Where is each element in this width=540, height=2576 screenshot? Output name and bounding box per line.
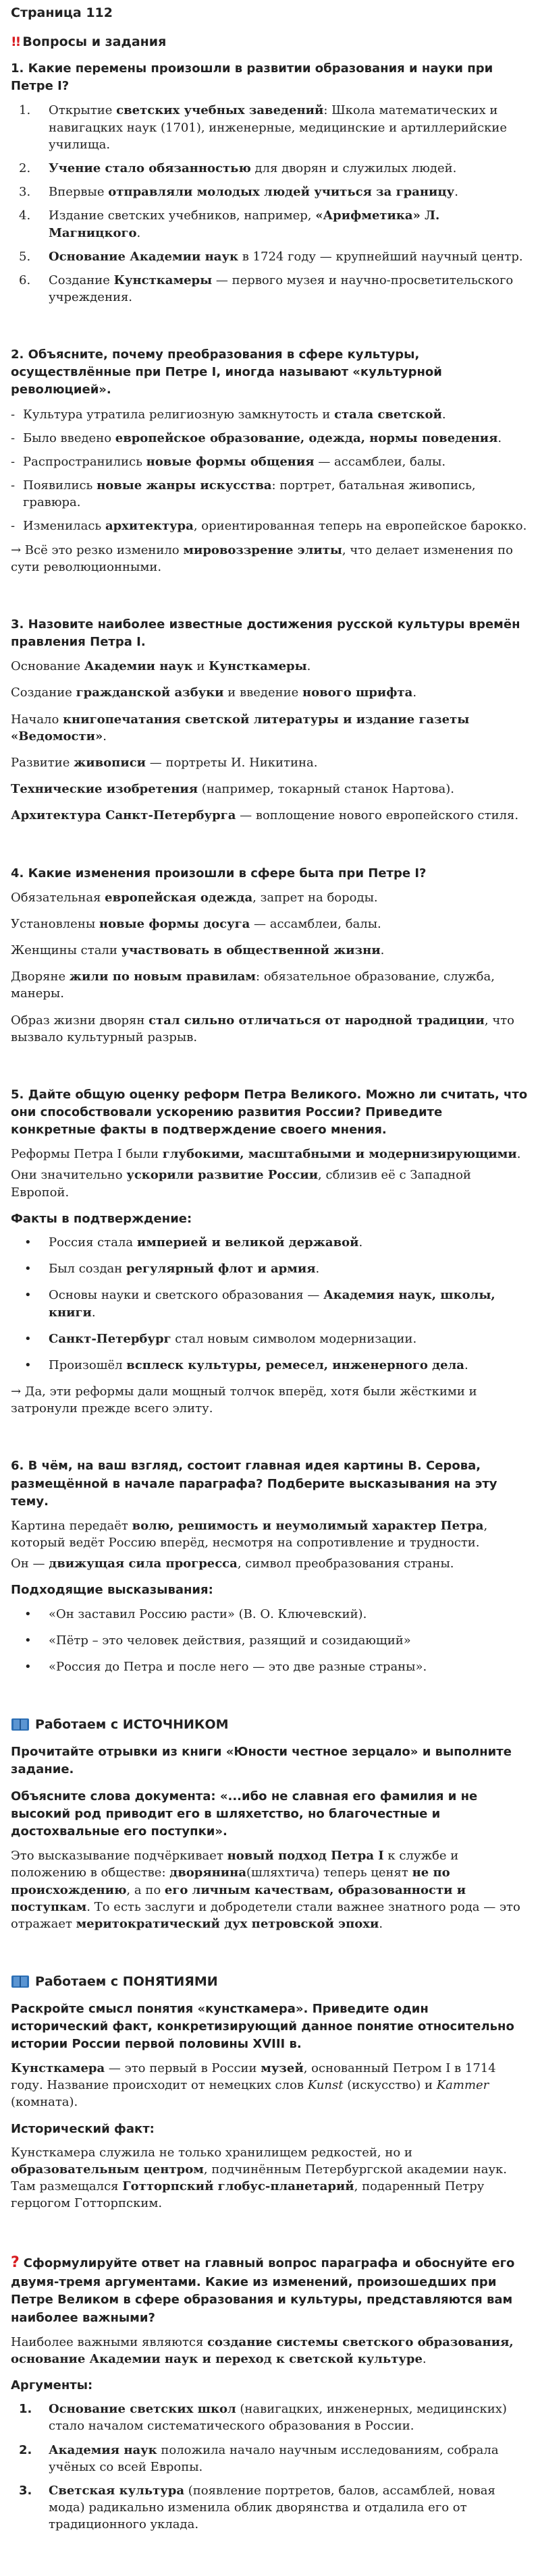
text-run: .: [379, 1916, 383, 1931]
text-run: .: [412, 685, 417, 700]
list-number: 2.: [19, 161, 31, 175]
list-text: [49, 2482, 529, 2533]
text-run: Реформы Петра I были: [11, 1147, 163, 1162]
bold-text: Учение стало обязанностью: [49, 161, 251, 175]
italic-text: Kammer: [436, 2078, 489, 2093]
text-run: Произошёл: [49, 1357, 127, 1372]
final-answer: [11, 2334, 529, 2368]
text-run: , который ведёт Россию вперёд, несмотря на сопротивление и трудности.: [11, 1518, 488, 1550]
bold-text: новые формы досуга: [99, 916, 250, 931]
q1-list: [11, 102, 529, 306]
paragraph: [11, 889, 529, 906]
bold-text: живописи: [74, 755, 146, 770]
bold-text: стала светской: [334, 407, 442, 422]
list-bullet: -: [11, 519, 16, 534]
list-item: [11, 1287, 529, 1320]
q6-quotes-list: [11, 1606, 529, 1676]
list-text: [23, 477, 529, 511]
list-bullet: -: [11, 407, 16, 422]
bold-text: его личным качествам, образованности и поступкам: [11, 1882, 466, 1914]
text-run: Культура утратила религиозную замкнутость и: [23, 407, 335, 422]
list-bullet: •: [24, 1606, 32, 1621]
list-item: [11, 184, 529, 200]
source-question: Объясните слова документа: «...ибо не славная его фамилия и не высокий род приводит его в шляхетство, но благочестные и достохвальные его поступки».: [11, 1789, 478, 1839]
list-number: 3.: [19, 2483, 32, 2498]
text-run: . То есть заслуги и добродетели стали важнее знатного рода — это отражает: [11, 1899, 520, 1931]
bold-text: ускорили развитие России: [126, 1168, 319, 1183]
text-run: , что вызвало культурный разрыв.: [11, 1013, 515, 1044]
text-run: Создание: [11, 685, 76, 700]
text-run: Кунсткамера служила не только хранилищем редкостей, но и: [11, 2145, 412, 2160]
list-item: [11, 406, 529, 423]
list-text: [49, 1606, 529, 1623]
bold-text: Академия наук: [49, 2442, 157, 2457]
text-run: «Пётр – это человек действия, разящий и созидающий»: [49, 1633, 411, 1648]
text-run: Начало: [11, 712, 63, 727]
text-run: Основы науки и светского образования —: [49, 1288, 324, 1303]
text-run: — портреты И. Никитина.: [146, 755, 318, 770]
final-question: [11, 2252, 529, 2326]
concepts-title: Работаем с ПОНЯТИЯМИ: [35, 1974, 218, 1990]
question-6-title: 6. В чём, на ваш взгляд, состоит главная идея картины В. Серова, размещённой в начале параграфа? Подберите высказывания на эту тему.: [11, 1459, 497, 1509]
list-bullet: •: [24, 1633, 32, 1648]
list-item: [11, 517, 529, 534]
text-run: → Да, эти реформы дали мощный толчок вперёд, хотя были жёсткими и затронули прежде всего элиту.: [11, 1384, 477, 1416]
question-1-block: [11, 60, 529, 306]
text-run: (шляхтича) теперь ценят: [246, 1866, 412, 1880]
text-run: Картина передаёт: [11, 1518, 132, 1533]
list-text: [23, 430, 502, 447]
bold-text: архитектура: [105, 519, 194, 534]
bold-text: новый подход Петра I: [227, 1849, 384, 1864]
section-heading: [11, 33, 529, 51]
text-run: Наиболее важными являются: [11, 2334, 208, 2349]
text-run: Женщины стали: [11, 943, 122, 957]
paragraph: [11, 684, 529, 701]
paragraph: [11, 711, 529, 745]
list-text: [49, 160, 529, 177]
text-run: в 1724 году — крупнейший научный центр.: [238, 249, 523, 264]
text-run: положила начало научным исследованиям, собрала учёных со всей Европы.: [49, 2442, 499, 2474]
text-run: .: [136, 225, 141, 240]
bold-text: Академия наук, школы, книги: [49, 1288, 495, 1320]
text-run: — воплощение нового европейского стиля.: [236, 808, 519, 823]
bold-text: европейское образование, одежда, нормы поведения: [115, 430, 498, 445]
list-bullet: •: [24, 1357, 32, 1372]
bold-text: дворянина: [169, 1866, 246, 1880]
list-item: [11, 207, 529, 241]
list-item: [11, 160, 529, 177]
bold-text: не по происхождению: [11, 1866, 450, 1897]
bold-text: новые формы общения: [146, 454, 315, 469]
bold-text: музей: [261, 2061, 304, 2075]
list-item: [11, 1658, 529, 1675]
bold-text: империей и великой державой: [136, 1235, 359, 1250]
paragraph: [11, 1555, 529, 1572]
text-run: Распространились: [23, 454, 146, 469]
list-number: 1.: [19, 103, 31, 118]
text-run: .: [91, 1305, 96, 1320]
list-item: [11, 1606, 529, 1623]
text-run: Это высказывание подчёркивает: [11, 1849, 227, 1864]
text-run: (навигацких, инженерных, медицинских) стало началом систематического образования в России.: [49, 2402, 507, 2434]
bold-text: создание системы светского образования, основание Академии наук и переход к светской культуре: [11, 2334, 514, 2366]
q6-intro: [11, 1517, 529, 1573]
list-item: [11, 1357, 529, 1374]
source-answer: [11, 1847, 529, 1932]
list-item: [11, 430, 529, 447]
text-run: Россия стала: [49, 1235, 137, 1250]
q3-paragraphs: [11, 658, 529, 824]
text-run: .: [358, 1235, 363, 1250]
text-run: Создание: [49, 273, 114, 287]
text-run: Основание: [11, 659, 84, 674]
list-number: 1.: [19, 2402, 32, 2417]
section-title: Вопросы и задания: [22, 34, 167, 49]
question-6-block: [11, 1457, 529, 1675]
text-run: : Школа математических и навигацких наук (1701), инженерные, медицинские и артиллерийские училища.: [49, 103, 508, 152]
bold-text: Основание Академии наук: [49, 249, 238, 264]
paragraph: [11, 658, 529, 675]
text-run: стал новым символом модернизации.: [171, 1331, 417, 1346]
text-run: .: [441, 407, 446, 422]
text-run: → Всё это резко изменило: [11, 542, 184, 557]
list-text: [49, 1287, 529, 1320]
bold-text: Готторпский глобус-планетарий: [122, 2179, 354, 2194]
paragraph: [11, 754, 529, 771]
bold-text: Кунсткамеры: [209, 659, 307, 674]
bold-text: стал сильно отличаться от народной традиции: [148, 1013, 485, 1028]
bold-text: гражданской азбуки: [76, 685, 224, 700]
question-mark-icon: ?: [11, 2254, 20, 2272]
bold-text: регулярный флот и армия: [126, 1262, 316, 1277]
list-item: [11, 1260, 529, 1277]
bold-text: нового шрифта: [302, 685, 413, 700]
final-args-heading: Аргументы:: [11, 2378, 93, 2392]
bold-text: новые жанры искусства: [97, 478, 272, 493]
list-text: [49, 272, 529, 306]
question-3-title: 3. Назовите наиболее известные достижения русской культуры времён правления Петра I.: [11, 617, 520, 650]
paragraph: [11, 1012, 529, 1046]
list-text: [49, 1260, 529, 1277]
bold-text: участвовать в общественной жизни: [121, 943, 381, 957]
text-run: , а по: [126, 1882, 165, 1897]
list-bullet: •: [24, 1288, 32, 1303]
text-run: и введение: [223, 685, 302, 700]
list-item: [11, 1234, 529, 1251]
paragraph: [11, 781, 529, 797]
text-run: к службе и положению в обществе:: [11, 1849, 459, 1880]
text-run: .: [306, 659, 311, 674]
q5-conclusion: [11, 1383, 529, 1417]
q2-conclusion: [11, 542, 529, 576]
question-1-title: 1. Какие перемены произошли в развитии образования и науки при Петре I?: [11, 61, 493, 94]
text-run: Образ жизни дворян: [11, 1013, 149, 1028]
list-number: 5.: [19, 249, 31, 264]
concepts-block: [11, 1973, 529, 2212]
text-run: «Россия до Петра и после него — это две разные страны».: [49, 1659, 427, 1674]
question-4-title: 4. Какие изменения произошли в сфере быта при Петре I?: [11, 866, 427, 880]
bold-text: меритократический дух петровской эпохи: [76, 1916, 379, 1931]
list-text: [49, 1357, 529, 1374]
concepts-fact: [11, 2144, 529, 2212]
list-bullet: -: [11, 454, 16, 469]
bold-text: Кунсткамеры: [113, 273, 213, 287]
final-args-list: [11, 2401, 529, 2533]
question-5-title: 5. Дайте общую оценку реформ Петра Великого. Можно ли считать, что они способствовали ускорению развития России? Приведите конкретные факты в подтверждение своего мнения.: [11, 1087, 528, 1138]
bold-text: Академии наук: [84, 659, 193, 674]
list-text: [23, 406, 446, 423]
q5-facts-heading: Факты в подтверждение:: [11, 1211, 192, 1226]
list-bullet: •: [24, 1235, 32, 1250]
double-exclamation-icon: !!: [11, 34, 20, 49]
source-task: Прочитайте отрывки из книги «Юности честное зерцало» и выполните задание.: [11, 1744, 512, 1776]
final-block: [11, 2252, 529, 2533]
text-run: (появление портретов, балов, ассамблей, новая мода) радикально изменила облик дворянства и отдалила его от традиционного уклада.: [49, 2483, 495, 2532]
text-run: (искусство) и: [343, 2078, 437, 2093]
bold-text: книгопечатания светской литературы и издание газеты «Ведомости»: [11, 712, 470, 744]
text-run: : портрет, батальная живопись, гравюра.: [23, 478, 476, 510]
text-run: — ассамблеи, балы.: [250, 916, 381, 931]
list-bullet: •: [24, 1659, 32, 1674]
bold-text: «Арифметика» Л. Магницкого: [49, 208, 440, 240]
q4-paragraphs: [11, 889, 529, 1046]
book-icon: [11, 1717, 30, 1732]
source-heading: [11, 1716, 529, 1734]
list-bullet: •: [24, 1262, 32, 1277]
question-4-block: [11, 865, 529, 1046]
list-text: [23, 453, 446, 470]
text-run: Было введено: [23, 430, 115, 445]
list-text: [49, 207, 529, 241]
text-run: «Он заставил Россию расти» (В. О. Ключевский).: [49, 1606, 367, 1621]
text-run: .: [497, 430, 502, 445]
list-text: [49, 248, 529, 265]
text-run: Открытие: [49, 103, 117, 118]
bold-text: волю, решимость и неумолимый характер Петра: [132, 1518, 484, 1533]
paragraph: [11, 916, 529, 932]
concepts-definition: [11, 2060, 529, 2111]
question-2-title: 2. Объясните, почему преобразования в сфере культуры, осуществлённые при Петре I, иногда называют «культурной революцией».: [11, 347, 442, 397]
list-text: [49, 184, 529, 200]
list-item: [11, 453, 529, 470]
list-text: [23, 517, 526, 534]
bold-text: движущая сила прогресса: [49, 1557, 238, 1571]
text-run: Был создан: [49, 1262, 126, 1277]
list-number: 6.: [19, 273, 31, 287]
bold-text: светских учебных заведений: [116, 103, 324, 118]
bold-text: Светская культура: [49, 2483, 184, 2498]
list-number: 2.: [19, 2442, 32, 2457]
list-text: [49, 2442, 529, 2475]
list-bullet: -: [11, 478, 16, 493]
list-item: [11, 102, 529, 153]
text-run: — первого музея и научно-просветительского учреждения.: [49, 273, 514, 305]
list-number: 4.: [19, 208, 31, 223]
book-icon: [11, 1974, 30, 1989]
question-2-block: [11, 346, 529, 576]
text-run: .: [103, 729, 107, 744]
text-run: Обязательная: [11, 890, 105, 905]
text-run: .: [380, 943, 385, 957]
q2-list: [11, 406, 529, 535]
list-text: [49, 2401, 529, 2434]
bold-text: Санкт-Петербург: [49, 1331, 171, 1346]
text-run: Издание светских учебников, например,: [49, 208, 316, 223]
text-run: (комната).: [11, 2095, 78, 2110]
text-run: , ориентированная теперь на европейское барокко.: [193, 519, 527, 534]
paragraph: [11, 942, 529, 959]
bold-text: Кунсткамера: [11, 2061, 105, 2075]
question-3-block: [11, 616, 529, 824]
bold-text: Архитектура Санкт-Петербурга: [11, 808, 236, 823]
text-run: (например, токарный станок Нартова).: [198, 782, 454, 797]
text-run: — ассамблеи, балы.: [314, 454, 446, 469]
list-number: 3.: [19, 185, 31, 200]
text-run: — это первый в России: [105, 2061, 261, 2075]
list-text: [49, 1234, 529, 1251]
bold-text: образовательным центром: [11, 2162, 204, 2177]
text-run: Установлены: [11, 916, 99, 931]
q5-intro: [11, 1146, 529, 1201]
text-run: , что делает изменения по сути революционными.: [11, 542, 514, 574]
bold-text: европейская одежда: [105, 890, 253, 905]
text-run: .: [516, 1147, 521, 1162]
bold-text: глубокими, масштабными и модернизирующими: [162, 1147, 517, 1162]
paragraph: [11, 1167, 529, 1200]
list-item: [11, 2442, 529, 2475]
text-run: , подаренный Петру герцогом Готторпским.: [11, 2179, 485, 2211]
text-run: Изменилась: [23, 519, 105, 534]
source-block: [11, 1716, 529, 1932]
paragraph: [11, 968, 529, 1002]
text-run: , подчинённым Петербургской академии наук. Там размещался: [11, 2162, 508, 2194]
paragraph: [11, 1517, 529, 1551]
list-item: [11, 272, 529, 306]
concepts-heading: [11, 1973, 529, 1991]
question-5-block: [11, 1086, 529, 1418]
text-run: , символ преобразования страны.: [237, 1557, 454, 1571]
list-bullet: •: [24, 1331, 32, 1346]
text-run: Впервые: [49, 185, 109, 200]
q6-quotes-heading: Подходящие высказывания:: [11, 1583, 213, 1598]
text-run: Они значительно: [11, 1168, 127, 1183]
list-item: [11, 1331, 529, 1347]
list-text: [49, 1331, 529, 1347]
list-bullet: -: [11, 430, 16, 445]
text-run: Он —: [11, 1557, 49, 1571]
concepts-fact-heading: Исторический факт:: [11, 2121, 155, 2136]
text-run: Дворяне: [11, 970, 70, 984]
list-text: [49, 102, 529, 153]
text-run: .: [454, 185, 458, 200]
text-run: и: [192, 659, 209, 674]
page-title: Страница 112: [11, 5, 113, 20]
text-run: Появились: [23, 478, 97, 493]
source-title: Работаем с ИСТОЧНИКОМ: [35, 1717, 229, 1733]
list-text: [49, 1658, 529, 1675]
paragraph: [11, 1146, 529, 1163]
final-question-text: Сформулируйте ответ на главный вопрос параграфа и обоснуйте его двумя-тремя аргументами. Какие из изменений, произошедших при Петре Великом в сфере образования и культуры, представляются вам наиболее важными?: [11, 2256, 515, 2325]
italic-text: Kunst: [307, 2078, 344, 2093]
text-run: : обязательное образование, служба, манеры.: [11, 970, 495, 1001]
bold-text: отправляли молодых людей учиться за границу: [108, 185, 455, 200]
bold-text: Основание светских школ: [49, 2402, 236, 2417]
text-run: для дворян и служилых людей.: [250, 161, 457, 175]
q5-facts-list: [11, 1234, 529, 1374]
bold-text: всплеск культуры, ремесел, инженерного дела: [126, 1357, 464, 1372]
text-run: .: [422, 2351, 427, 2366]
list-item: [11, 2401, 529, 2434]
list-item: [11, 248, 529, 265]
bold-text: Технические изобретения: [11, 782, 198, 797]
text-run: Развитие: [11, 755, 74, 770]
concepts-task: Раскройте смысл понятия «кунсткамера». Приведите один исторический факт, конкретизирующий данное понятие относительно истории России первой половины XVIII в.: [11, 2001, 514, 2051]
bold-text: мировоззрение элиты: [183, 542, 342, 557]
text-run: , основанный Петром I в 1714 году. Название происходит от немецких слов: [11, 2061, 496, 2093]
text-run: .: [464, 1357, 468, 1372]
text-run: , запрет на бороды.: [252, 890, 378, 905]
paragraph: [11, 807, 529, 824]
list-text: [49, 1632, 529, 1649]
bold-text: жили по новым правилам: [69, 970, 256, 984]
text-run: .: [315, 1262, 320, 1277]
list-item: [11, 2482, 529, 2533]
list-item: [11, 1632, 529, 1649]
text-run: , сблизив её с Западной Европой.: [11, 1168, 471, 1200]
list-item: [11, 477, 529, 511]
